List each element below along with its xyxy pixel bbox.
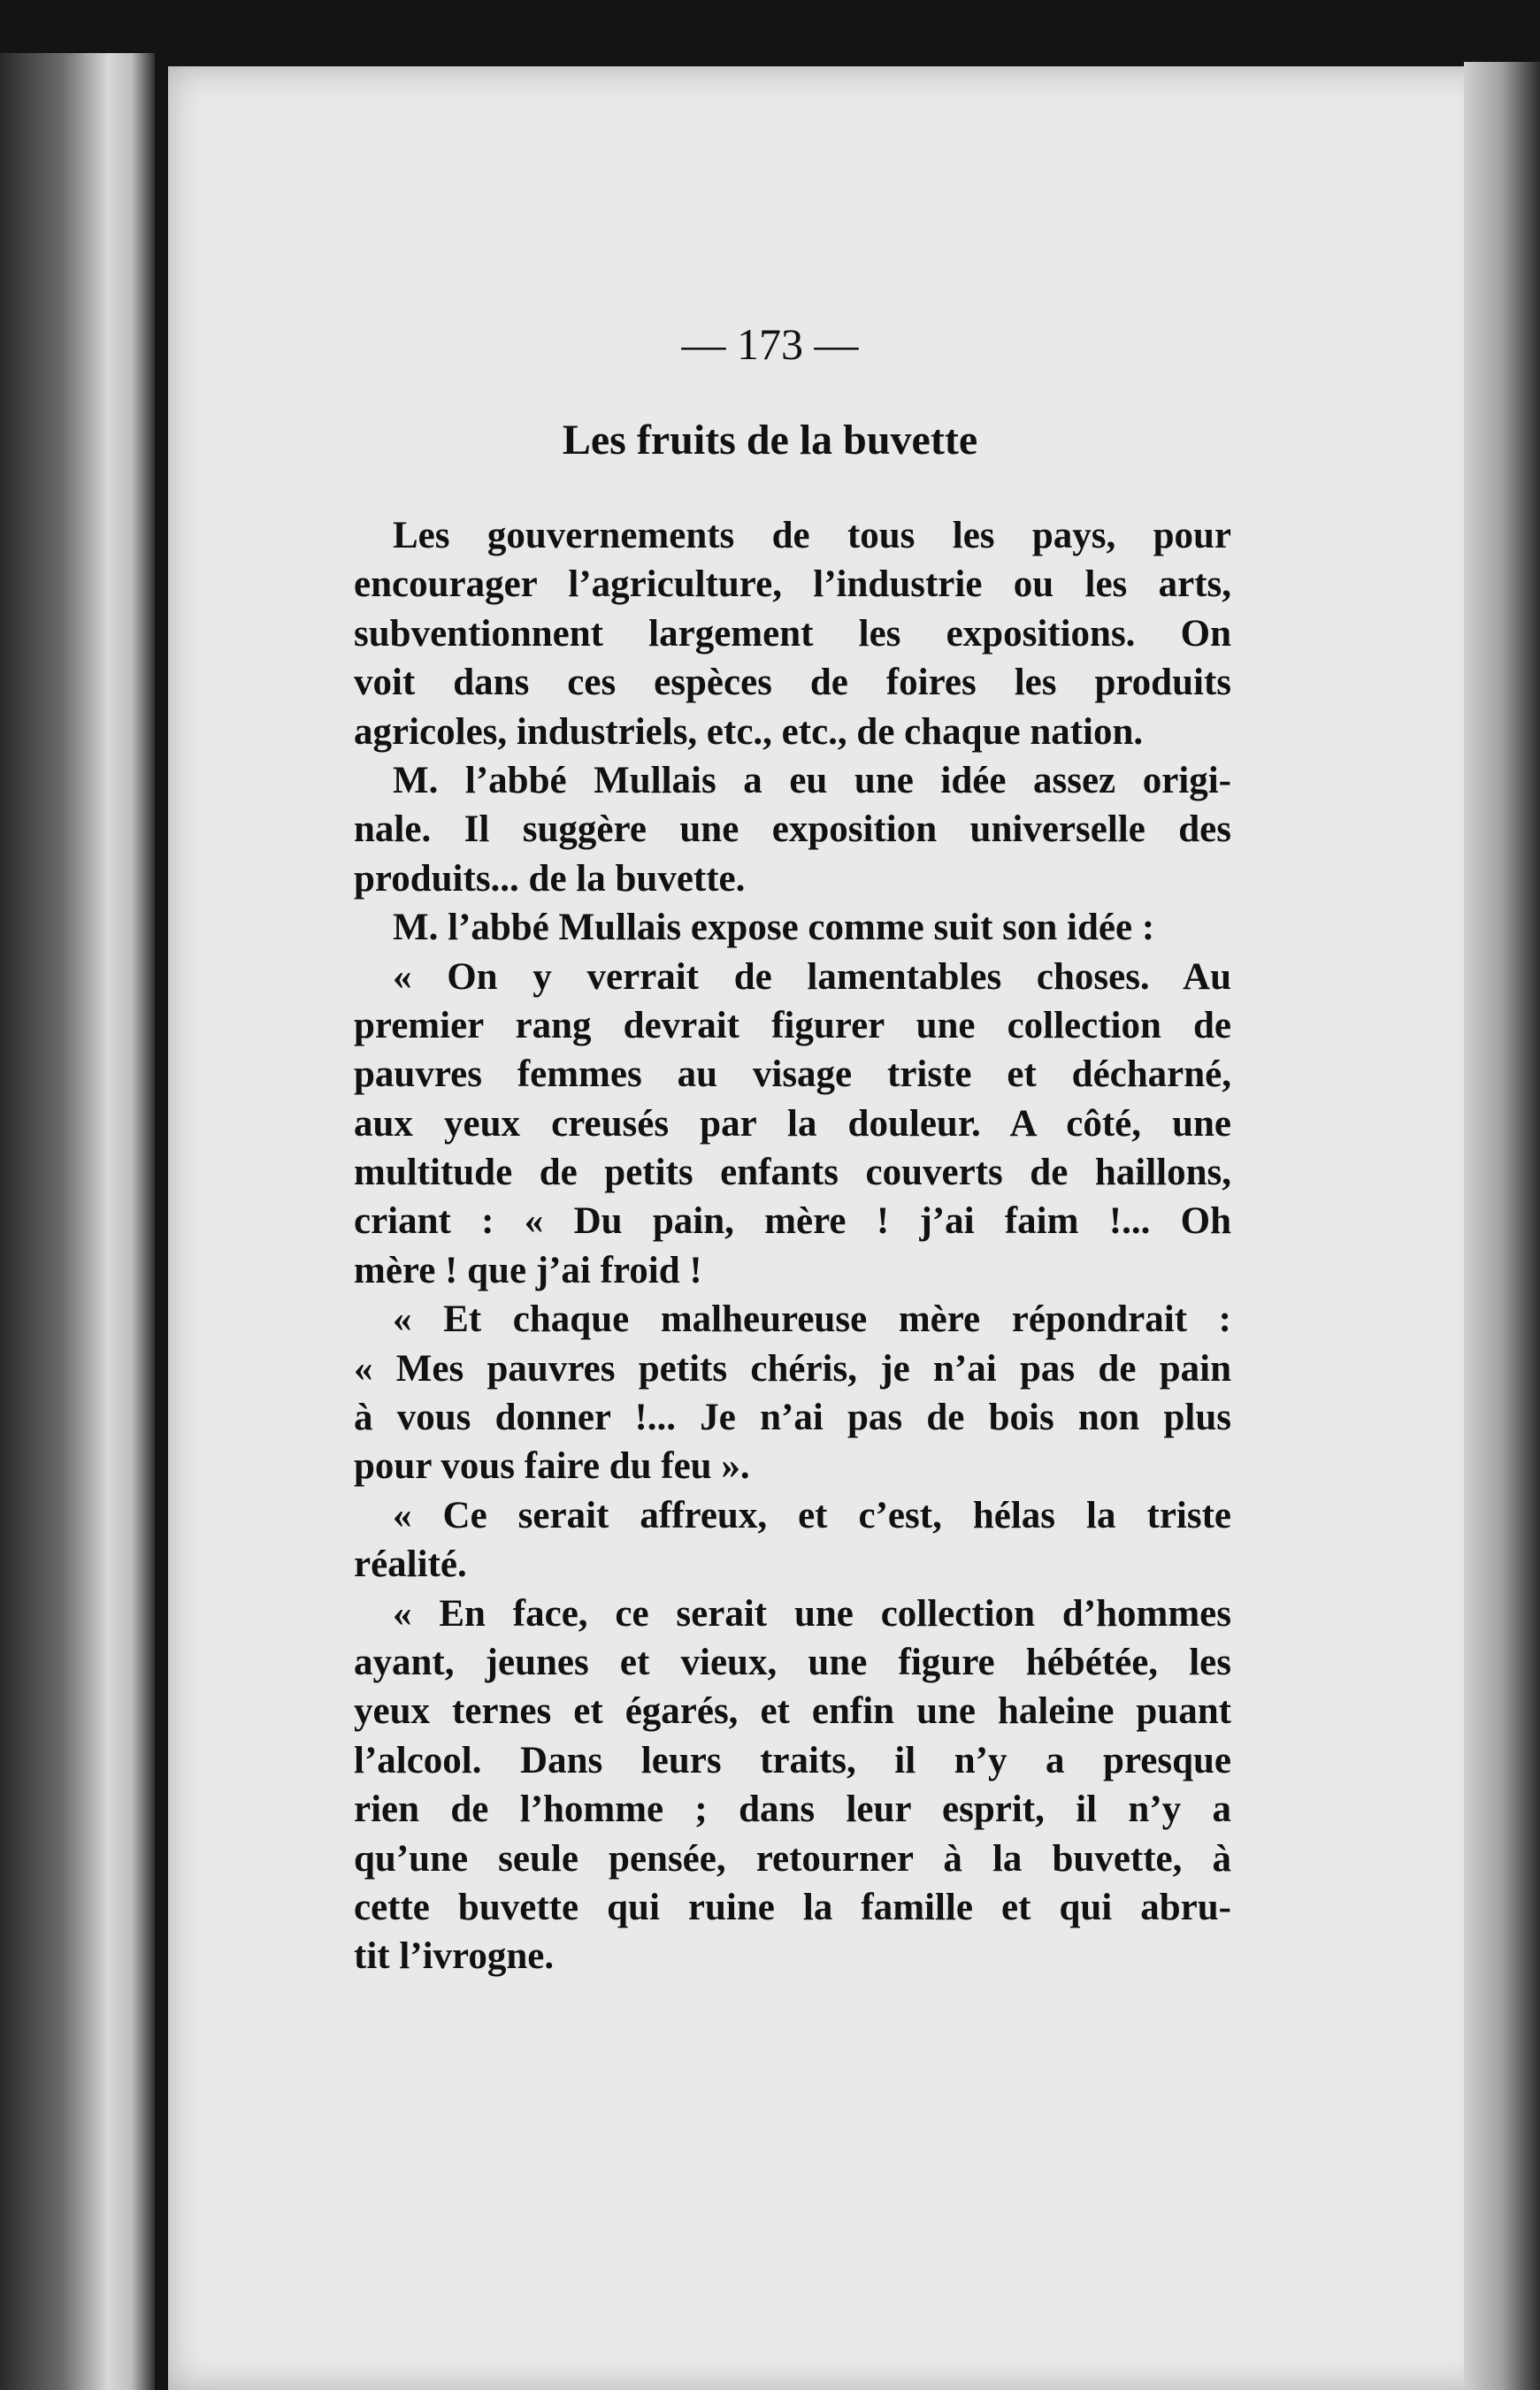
text-line: « Et chaque malheureuse mère répondrait : xyxy=(393,1298,1231,1341)
text-line: Les gouvernements de tous les pays, pour xyxy=(393,515,1231,556)
chapter-title: Les fruits de la buvette xyxy=(562,417,978,463)
text-line: « En face, ce serait une collection d’hommes xyxy=(393,1592,1231,1635)
text-line: produits... de la buvette. xyxy=(354,857,746,900)
text-line: criant : « Du pain, mère ! j’ai faim !... Oh xyxy=(354,1200,1231,1243)
text-line: mère ! que j’ai froid ! xyxy=(354,1249,702,1291)
text-line: nale. Il suggère une exposition universelle des xyxy=(354,808,1231,851)
text-line: ayant, jeunes et vieux, une figure hébétée, les xyxy=(354,1641,1231,1683)
page-edge-shadow xyxy=(1464,62,1540,2390)
text-line: « Mes pauvres petits chéris, je n’ai pas de pain xyxy=(354,1347,1231,1390)
text-line: M. l’abbé Mullais expose comme suit son idée : xyxy=(393,907,1155,949)
text-line: voit dans ces espèces de foires les produits xyxy=(354,662,1231,704)
text-line: premier rang devrait figurer une collection de xyxy=(354,1004,1231,1046)
text-line: tit l’ivrogne. xyxy=(354,1935,555,1978)
page-number: — 173 — xyxy=(681,319,859,369)
text-line: pauvres femmes au visage triste et décharné, xyxy=(354,1053,1231,1096)
book-spine-shadow xyxy=(0,53,155,2390)
text-line: aux yeux creusés par la douleur. A côté, une xyxy=(354,1102,1231,1145)
text-line: l’alcool. Dans leurs traits, il n’y a presque xyxy=(354,1739,1231,1781)
text-line: cette buvette qui ruine la famille et qui abru- xyxy=(354,1886,1231,1928)
text-line: subventionnent largement les expositions. On xyxy=(354,612,1231,655)
text-line: qu’une seule pensée, retourner à la buvette, à xyxy=(354,1837,1231,1880)
text-line: encourager l’agriculture, l’industrie ou les arts, xyxy=(354,563,1231,606)
text-line: pour vous faire du feu ». xyxy=(354,1445,750,1488)
text-line: rien de l’homme ; dans leur esprit, il n’y a xyxy=(354,1789,1231,1831)
text-line: « On y verrait de lamentables choses. Au xyxy=(393,955,1231,998)
text-line: multitude de petits enfants couverts de haillons, xyxy=(354,1152,1231,1194)
text-line: agricoles, industriels, etc., etc., de chaque nation. xyxy=(354,710,1144,753)
text-line: réalité. xyxy=(354,1544,467,1586)
text-line: « Ce serait affreux, et c’est, hélas la triste xyxy=(393,1494,1231,1536)
text-line: M. l’abbé Mullais a eu une idée assez origi- xyxy=(393,759,1231,801)
body-text xyxy=(354,511,1231,1981)
text-line: à vous donner !... Je n’ai pas de bois non plus xyxy=(354,1397,1231,1439)
text-line: yeux ternes et égarés, et enfin une haleine puant xyxy=(354,1690,1231,1733)
